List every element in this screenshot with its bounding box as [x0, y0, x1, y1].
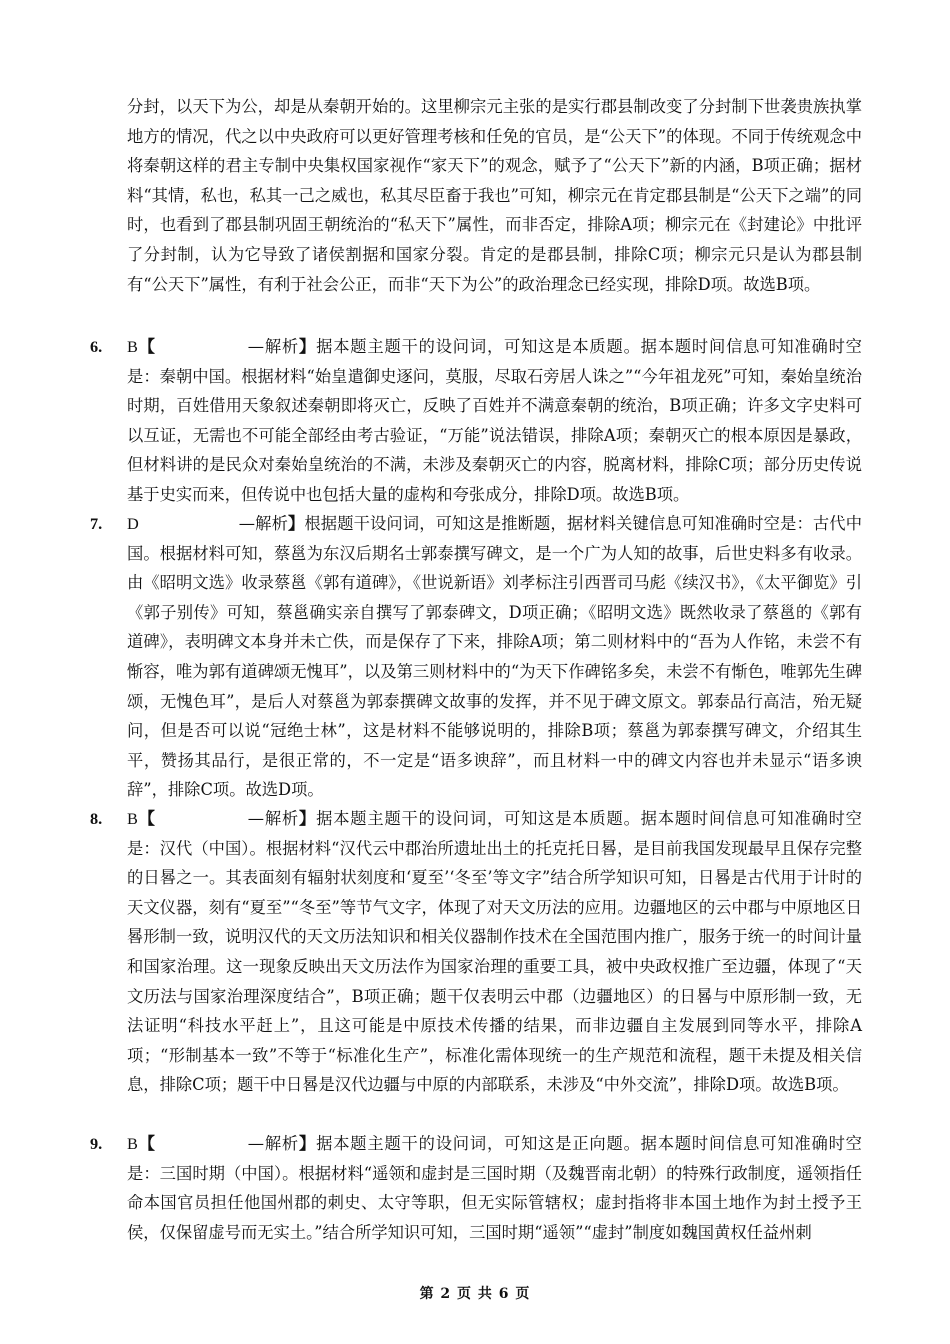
item-body [127, 1129, 862, 1247]
page-footer: 第 2 页 共 6 页 [419, 1286, 531, 1302]
continued-explanation-paragraph: 分封，以天下为公，却是从秦朝开始的。这里柳宗元主张的是实行郡县制改变了分封制下世袭贵族执掌地方的情况，代之以中央政府可以更好管理考核和任免的官员，是“公天下”的体现。不同于传统观念中将秦朝这样的君主专制中央集权国家视作“家天下”的观念，赋予了“公天下”新的内涵，B项正确；据材料“其情，私也，私其一己之威也，私其尽臣畜于我也”可知，柳宗元在肯定郡县制是“公天下之端”的同时，也看到了郡县制巩固王朝统治的“私天下”属性，而非否定，排除A项；柳宗元在《封建论》中批评了分封制，认为它导致了诸侯割据和国家分裂。肯定的是郡县制，排除C项；柳宗元只是认为郡县制有“公天下”属性，有利于社会公正，而非“天下为公”的政治理念已经实现，排除D项。故选B项。 [127, 97, 862, 294]
analysis-label: —解析 [238, 514, 288, 533]
analysis-label: —解析 [247, 337, 300, 356]
item-body [127, 804, 862, 1100]
item-number: 9. [90, 1134, 103, 1153]
item-number: 8. [90, 809, 103, 828]
analysis-text: 根据题干设问词，可知这是推断题，据材料关键信息可知准确时空是：古代中国。根据材料可知，蔡邕为东汉后期名士郭泰撰写碑文，是一个广为人知的故事，后世史料多有收录。由《昭明文选》收录蔡邕《郭有道碑》，《世说新语》刘孝标注引西晋司马彪《续汉书》，《太平御览》引《郭子别传》可知，蔡邕确实亲自撰写了郭泰碑文，D项正确；《昭明文选》既然收录了蔡邕的《郭有道碑》，表明碑文本身并未亡佚，而是保存了下来，排除A项；第二则材料中的“吾为人作铭，未尝不有惭容，唯为郭有道碑颂无愧耳”，以及第三则材料中的“为天下作碑铭多矣，未尝不有惭色，唯郭先生碑颂，无愧色耳”，是后人对蔡邕为郭泰撰碑文故事的发挥，并不见于碑文原文。郭泰品行高洁，殆无疑问，但是否可以说“冠绝士林”，这是材料不能够说明的，排除B项；蔡邕为郭泰撰写碑文，介绍其生平，赞扬其品行，是很正常的，不一定是“语多谀辞”，而且材料一中的碑文内容也并未显示“语多谀辞”，排除C项。故选D项。 [127, 514, 862, 800]
item-body [127, 332, 862, 510]
answer-item-6 [90, 332, 862, 510]
answer-letter: B [127, 1134, 138, 1153]
analysis-text: 据本题主题干的设问词，可知这是本质题。据本题时间信息可知准确时空是：汉代（中国）。根据材料“汉代云中郡治所遗址出土的托克托日晷，是目前我国发现最早且保存完整的日晷之一。其表面刻有辐射状刻度和‘夏至’‘冬至’等文字”结合所学知识可知，日晷是古代用于计时的天文仪器，刻有“夏至”“冬至”等节气文字，体现了对天文历法的应用。边疆地区的云中郡与中原地区日晷形制一致，说明汉代的天文历法知识和相关仪器制作技术在全国范围内推广，服务于统一的时间计量和国家治理。这一现象反映出天文历法作为国家治理的重要工具，被中央政权推广至边疆，体现了“天文历法与国家治理深度结合”，B项正确；题干仅表明云中郡（边疆地区）的日晷与中原形制一致，无法证明“科技水平赶上”，且这可能是中原技术传播的结果，而非边疆自主发展到同等水平，排除A项；“形制基本一致”不等于“标准化生产”，标准化需体现统一的生产规范和流程，题干未提及相关信息，排除C项；题干中日晷是汉代边疆与中原的内部联系，未涉及“中外交流”，排除D项。故选B项。 [127, 809, 862, 1095]
close-bracket: 】 [299, 809, 317, 828]
open-bracket: 【 [137, 337, 156, 356]
close-bracket: 】 [299, 337, 317, 356]
answer-item-7 [90, 509, 862, 805]
item-body [127, 509, 862, 805]
analysis-label: —解析 [247, 809, 300, 828]
analysis-text: 据本题主题干的设问词，可知这是本质题。据本题时间信息可知准确时空是：秦朝中国。根据材料“始皇遣御史逐问，莫服，尽取石旁居人诛之”“今年祖龙死”可知，秦始皇统治时期，百姓借用天象叙述秦朝即将灭亡，反映了百姓并不满意秦朝的统治，B项正确；许多文字史料可以互证，无需也不可能全部经由考古验证，“万能”说法错误，排除A项；秦朝灭亡的根本原因是暴政，但材料讲的是民众对秦始皇统治的不满，未涉及秦朝灭亡的内容，脱离材料，排除C项；部分历史传说基于史实而来，但传说中也包括大量的虚构和夸张成分，排除D项。故选B项。 [127, 337, 862, 504]
answer-item-9 [90, 1129, 862, 1247]
open-bracket: 【 [137, 809, 156, 828]
close-bracket: 】 [287, 514, 305, 533]
close-bracket: 】 [299, 1134, 317, 1153]
answer-item-8 [90, 804, 862, 1100]
item-number: 7. [90, 514, 103, 533]
answer-letter: B [127, 809, 138, 828]
answer-letter: B [127, 337, 138, 356]
answer-letter: D [127, 514, 139, 533]
analysis-text: 据本题主题干的设问词，可知这是正向题。据本题时间信息可知准确时空是：三国时期（中国）。根据材料“遥领和虚封是三国时期（及魏晋南北朝）的特殊行政制度，遥领指任命本国官员担任他国州郡的刺史、太守等职，但无实际管辖权；虚封指将非本国土地作为封土授予王侯，仅保留虚号而无实土。”结合所学知识可知，三国时期“遥领”“虚封”制度如魏国黄权任益州刺 [127, 1134, 862, 1242]
analysis-label: —解析 [247, 1134, 300, 1153]
open-bracket: 【 [137, 1134, 156, 1153]
item-number: 6. [90, 337, 103, 356]
